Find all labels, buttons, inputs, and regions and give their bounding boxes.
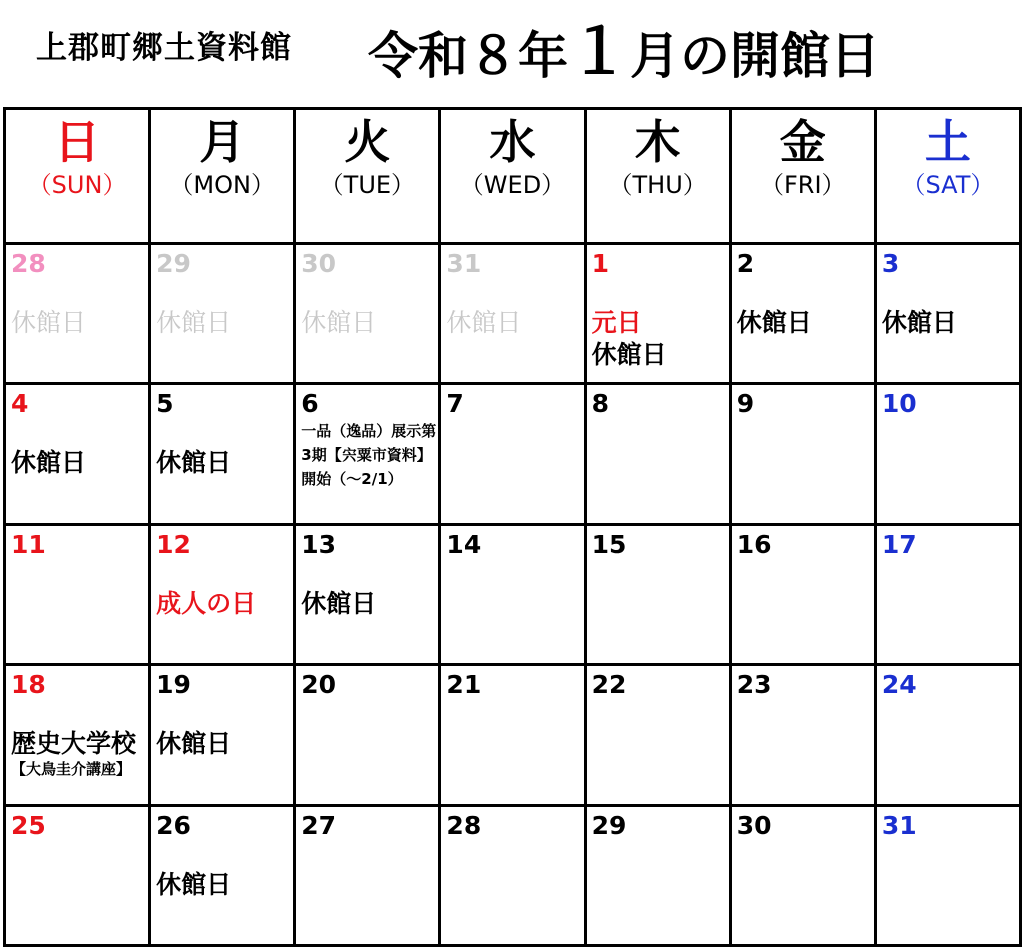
day-note: 休館日 (156, 869, 232, 899)
day-cell (5, 384, 150, 524)
day-cell (875, 665, 1020, 805)
day-number: 5 (156, 389, 174, 419)
day-number: 28 (446, 810, 482, 840)
day-cell (5, 805, 150, 945)
day-note: 休館日 (736, 308, 812, 337)
weekday-header-row (5, 109, 1021, 244)
day-number: 13 (301, 529, 337, 559)
day-cell (730, 524, 875, 664)
day-cell (295, 665, 440, 805)
weekday-sat (875, 109, 1020, 244)
weekday-en: （SAT） (901, 171, 995, 199)
day-number: 20 (301, 670, 337, 700)
weekday-kanji: 木 (634, 115, 681, 169)
day-number: 8 (591, 389, 609, 419)
day-cell (150, 524, 295, 664)
weekday-tue (295, 109, 440, 244)
day-number: 28 (11, 249, 46, 278)
day-cell (150, 384, 295, 524)
day-number: 26 (156, 810, 191, 840)
weekday-kanji: 日 (54, 115, 101, 169)
holiday-label: 成人の日 (156, 588, 257, 618)
closed-label: 休館日 (591, 340, 667, 369)
day-number: 2 (736, 249, 755, 278)
weekday-kanji: 月 (199, 115, 246, 169)
day-number: 31 (881, 810, 917, 840)
day-cell (295, 384, 440, 524)
day-cell (440, 524, 585, 664)
day-note: 休館日 (881, 308, 957, 337)
day-note: 休館日 (446, 308, 522, 337)
day-cell (730, 244, 875, 384)
weekday-kanji: 火 (344, 115, 391, 169)
event-note (11, 728, 136, 778)
day-cell (150, 665, 295, 805)
day-number: 30 (736, 810, 772, 840)
day-note: 休館日 (11, 308, 87, 337)
museum-name: 上郡町郷土資料館 (36, 30, 292, 66)
weekday-en: （SUN） (27, 171, 127, 199)
day-number: 21 (446, 670, 482, 700)
day-number: 11 (11, 529, 46, 559)
day-number: 29 (591, 810, 627, 840)
day-cell (585, 665, 730, 805)
day-number: 16 (736, 529, 772, 559)
weekday-kanji: 土 (924, 115, 971, 169)
day-number: 24 (881, 670, 917, 700)
day-cell (440, 384, 585, 524)
day-cell (730, 384, 875, 524)
event-subtitle: 【大鳥圭介講座】 (11, 760, 132, 779)
day-number: 18 (11, 670, 46, 700)
weekday-mon (150, 109, 295, 244)
day-cell (295, 244, 440, 384)
day-cell (440, 805, 585, 945)
page-title (368, 2, 880, 91)
day-note: 休館日 (301, 308, 377, 337)
day-number: 12 (156, 529, 191, 559)
weekday-en: （TUE） (319, 171, 416, 199)
day-number: 4 (11, 389, 29, 419)
day-number: 19 (156, 670, 191, 700)
holiday-label: 元日 (591, 308, 642, 337)
week-row (5, 244, 1021, 384)
event-title: 歴史大学校 (11, 729, 137, 759)
exhibit-note: 一品（逸品）展示第3期【宍粟市資料】開始（～2/1） (301, 422, 437, 489)
day-number: 31 (446, 249, 482, 278)
day-number: 25 (11, 810, 46, 840)
weekday-fri (730, 109, 875, 244)
day-cell (875, 384, 1020, 524)
weekday-kanji: 金 (779, 115, 826, 169)
day-number: 17 (881, 529, 917, 559)
day-note: 休館日 (156, 729, 232, 759)
day-cell (295, 805, 440, 945)
day-note: 休館日 (156, 308, 232, 337)
day-cell (875, 244, 1020, 384)
day-note: 休館日 (156, 448, 232, 478)
weekday-en: （WED） (459, 171, 566, 199)
day-cell (585, 384, 730, 524)
calendar-table (3, 107, 1022, 947)
weekday-kanji: 水 (489, 115, 536, 169)
day-number: 1 (591, 249, 609, 278)
day-number: 7 (446, 389, 464, 419)
day-number: 29 (156, 249, 191, 278)
day-cell (150, 244, 295, 384)
week-row (5, 665, 1021, 805)
day-note: 休館日 (301, 588, 377, 618)
day-number: 23 (736, 670, 772, 700)
weekday-en: （MON） (169, 171, 275, 199)
day-number: 30 (301, 249, 337, 278)
weekday-thu (585, 109, 730, 244)
weekday-sun (5, 109, 150, 244)
day-cell (440, 244, 585, 384)
day-number: 22 (591, 670, 627, 700)
day-number: 3 (881, 249, 900, 278)
day-number: 15 (591, 529, 627, 559)
day-cell (5, 665, 150, 805)
day-cell (875, 805, 1020, 945)
day-cell (585, 805, 730, 945)
weekday-wed (440, 109, 585, 244)
day-cell (730, 805, 875, 945)
weekday-en: （FRI） (759, 171, 846, 199)
day-cell (585, 244, 730, 384)
day-number: 27 (301, 810, 337, 840)
day-note: 休館日 (11, 448, 87, 478)
weekday-en: （THU） (608, 171, 707, 199)
day-note (592, 307, 667, 371)
day-cell (875, 524, 1020, 664)
title-prefix: 令和８年 (368, 27, 568, 85)
week-row (5, 384, 1021, 524)
title-suffix: 月の開館日 (630, 27, 881, 85)
day-cell (5, 524, 150, 664)
day-number: 6 (301, 389, 319, 419)
day-cell (440, 665, 585, 805)
week-row (5, 524, 1021, 664)
page-header (0, 0, 1024, 100)
day-cell (295, 524, 440, 664)
day-number: 10 (881, 389, 917, 419)
day-cell (5, 244, 150, 384)
week-row (5, 805, 1021, 945)
day-number: 9 (736, 389, 755, 419)
day-number: 14 (446, 529, 482, 559)
day-cell (585, 524, 730, 664)
title-month: １ (568, 15, 631, 88)
day-cell (150, 805, 295, 945)
day-cell (730, 665, 875, 805)
